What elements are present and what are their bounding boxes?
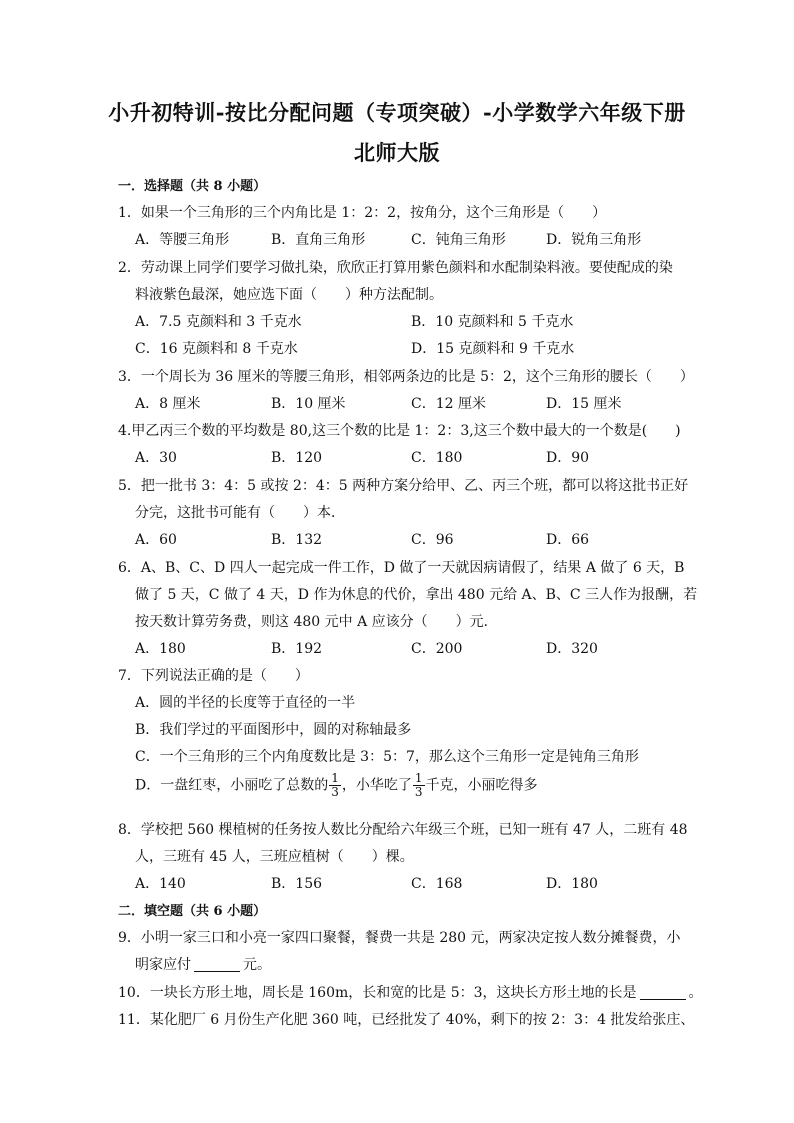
q5-option-b: B．132	[271, 532, 323, 548]
section-heading-fill: 二．填空题（共 6 小题）	[118, 904, 267, 919]
question-9-line2	[135, 954, 271, 974]
question-6-line3: 按天数计算劳务费，则这 480 元中 A 应该分（ ）元．	[135, 614, 498, 630]
question-1: 1．如果一个三角形的三个内角比是 1：2：2，按角分，这个三角形是（ ）	[118, 205, 607, 221]
q3-option-a: A．8 厘米	[135, 396, 201, 412]
answer-blank-q10[interactable]	[640, 985, 686, 1000]
fraction-numerator-2: 1	[414, 771, 423, 785]
q1-option-b: B．直角三角形	[271, 232, 366, 248]
q2-option-d: D．15 克颜料和 9 千克水	[411, 341, 575, 357]
document-title-line1: 小升初特训-按比分配问题（专项突破）-小学数学六年级下册	[108, 100, 686, 125]
q8-option-b: B．156	[271, 876, 323, 892]
q6-option-a: A．180	[135, 641, 186, 657]
q7-option-a: A．圆的半径的长度等于直径的一半	[135, 695, 356, 711]
q7-option-d-text-b: ，小华吃了	[341, 777, 412, 794]
question-5-line1: 5．把一批书 3：4：5 或按 2：4：5 两种方案分给甲、乙、丙三个班，都可以将这批书正好	[118, 478, 689, 494]
question-10-text-b: 。	[688, 985, 703, 1001]
question-2-line1: 2．劳动课上同学们要学习做扎染，欣欣正打算用紫色颜料和水配制染料液。要使配成的染	[118, 260, 673, 276]
q2-option-b: B．10 克颜料和 5 千克水	[411, 314, 574, 330]
q2-option-c: C．16 克颜料和 8 千克水	[135, 341, 298, 357]
q5-option-d: D．66	[546, 532, 590, 548]
document-title-line2: 北师大版	[354, 140, 440, 165]
q7-option-b: B．我们学过的平面图形中，圆的对称轴最多	[135, 722, 412, 738]
question-3: 3．一个周长为 36 厘米的等腰三角形，相邻两条边的比是 5：2，这个三角形的腰长（ ）	[118, 369, 694, 385]
q4-option-a: A．30	[135, 450, 177, 466]
q6-option-b: B．192	[271, 641, 323, 657]
question-10-text-a: 10．一块长方形土地，周长是 160m，长和宽的比是 5：3，这块长方形土地的长是	[118, 985, 637, 1001]
q8-option-c: C．168	[411, 876, 463, 892]
q8-option-a: A．140	[135, 876, 186, 892]
answer-blank-q9[interactable]	[194, 957, 240, 972]
fraction-numerator: 1	[331, 771, 339, 785]
q4-option-d: D．90	[546, 450, 590, 466]
q7-option-d	[135, 772, 538, 799]
question-11: 11．某化肥厂 6 月份生产化肥 360 吨，已经批发了 40%，剩下的按 2：3：4 批发给张庄、	[118, 1012, 695, 1028]
q6-option-c: C．200	[411, 641, 463, 657]
q6-option-d: D．320	[546, 641, 598, 657]
q1-option-c: C．钝角三角形	[411, 232, 506, 248]
q2-option-a: A．7.5 克颜料和 3 千克水	[135, 314, 302, 330]
q3-option-b: B．10 厘米	[271, 396, 346, 412]
question-9-line2-text-a: 明家应付	[135, 957, 191, 973]
fraction-one-third-2	[413, 772, 425, 799]
fraction-denominator-2: 3	[414, 785, 423, 799]
q4-option-c: C．180	[411, 450, 463, 466]
question-9-line2-text-b: 元。	[243, 957, 271, 973]
question-9-line1: 9．小明一家三口和小亮一家四口聚餐，餐费一共是 280 元，两家决定按人数分摊餐费，小	[118, 930, 681, 946]
q1-option-d: D．锐角三角形	[546, 232, 642, 248]
q4-option-b: B．120	[271, 450, 323, 466]
question-10	[118, 982, 703, 1002]
section-heading-choice: 一．选择题（共 8 小题）	[118, 179, 267, 194]
q5-option-a: A．60	[135, 532, 177, 548]
q7-option-d-text-c: 千克，小丽吃得多	[425, 777, 538, 794]
q7-option-d-text-a: D．一盘红枣，小丽吃了总数的	[135, 777, 329, 794]
question-2-line2: 料液紫色最深，她应选下面（ ）种方法配制。	[135, 287, 443, 303]
q5-option-c: C．96	[411, 532, 454, 548]
q1-option-a: A．等腰三角形	[135, 232, 230, 248]
q7-option-c: C．一个三角形的三个内角度数比是 3：5：7，那么这个三角形一定是钝角三角形	[135, 749, 639, 765]
q3-option-d: D．15 厘米	[546, 396, 622, 412]
question-7: 7．下列说法正确的是（ ）	[118, 668, 309, 684]
question-6-line1: 6．A、B、C、D 四人一起完成一件工作，D 做了一天就因病请假了，结果 A 做了 6 天，B	[118, 560, 685, 576]
question-8-line2: 人，三班有 45 人，三班应植树（ ）棵。	[135, 849, 414, 865]
question-4: 4.甲乙丙三个数的平均数是 80,这三个数的比是 1：2：3,这三个数中最大的一个数是( )	[118, 423, 681, 439]
fraction-one-third	[329, 772, 341, 799]
q8-option-d: D．180	[546, 876, 598, 892]
question-6-line2: 做了 5 天，C 做了 4 天，D 作为休息的代价，拿出 480 元给 A、B、C 三人作为报酬，若	[135, 587, 698, 603]
fraction-denominator: 3	[331, 785, 339, 799]
question-8-line1: 8．学校把 560 棵植树的任务按人数比分配给六年级三个班，已知一班有 47 人，二班有 48	[118, 822, 688, 838]
question-5-line2: 分完，这批书可能有（ ）本．	[135, 505, 345, 521]
q3-option-c: C．12 厘米	[411, 396, 486, 412]
